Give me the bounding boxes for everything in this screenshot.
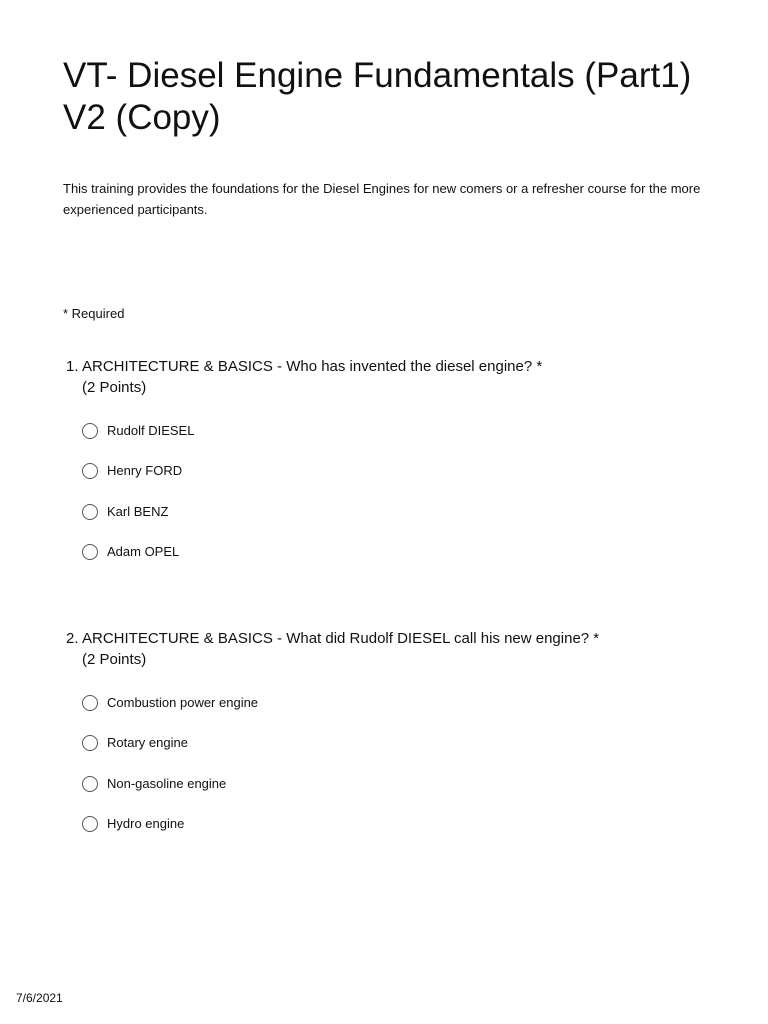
- question-1: [66, 356, 726, 572]
- question-header: [66, 356, 726, 398]
- radio-button[interactable]: [82, 735, 98, 751]
- form-description: This training provides the foundations for the Diesel Engines for new comers or a refresher course for the more experienced participants.: [63, 181, 701, 217]
- options-group: [82, 411, 726, 572]
- option-label: Non-gasoline engine: [107, 775, 227, 791]
- radio-button[interactable]: [82, 776, 98, 792]
- option-combustion-power-engine[interactable]: [82, 683, 726, 723]
- question-points: (2 Points): [82, 379, 147, 396]
- option-henry-ford[interactable]: [82, 451, 726, 491]
- option-label: Rotary engine: [107, 735, 188, 751]
- option-rudolf-diesel[interactable]: [82, 411, 726, 451]
- radio-button[interactable]: [82, 504, 98, 520]
- question-number: 2.: [66, 630, 79, 647]
- option-hydro-engine[interactable]: [82, 804, 726, 844]
- option-label: Combustion power engine: [107, 695, 259, 711]
- options-group: [82, 683, 726, 844]
- option-adam-opel[interactable]: [82, 532, 726, 572]
- radio-button[interactable]: [82, 463, 98, 479]
- option-karl-benz[interactable]: [82, 492, 726, 532]
- question-text: ARCHITECTURE & BASICS - What did Rudolf DIESEL call his new engine? *: [82, 630, 600, 647]
- option-label: Henry FORD: [107, 463, 183, 479]
- radio-button[interactable]: [82, 816, 98, 832]
- option-rotary-engine[interactable]: [82, 723, 726, 763]
- form-title: VT- Diesel Engine Fundamentals (Part1) V2 (Copy): [63, 56, 692, 137]
- option-label: Adam OPEL: [107, 544, 180, 560]
- option-non-gasoline-engine[interactable]: [82, 764, 726, 804]
- option-label: Rudolf DIESEL: [107, 423, 195, 439]
- question-text: ARCHITECTURE & BASICS - Who has invented the diesel engine? *: [82, 358, 543, 375]
- question-points: (2 Points): [82, 651, 147, 668]
- required-note: * Required: [63, 306, 125, 321]
- option-label: Hydro engine: [107, 816, 185, 832]
- radio-button[interactable]: [82, 544, 98, 560]
- radio-button[interactable]: [82, 695, 98, 711]
- question-2: [66, 628, 726, 844]
- print-date: 7/6/2021: [16, 991, 63, 1005]
- question-number: 1.: [66, 358, 79, 375]
- radio-button[interactable]: [82, 423, 98, 439]
- option-label: Karl BENZ: [107, 503, 169, 519]
- question-header: [66, 628, 726, 670]
